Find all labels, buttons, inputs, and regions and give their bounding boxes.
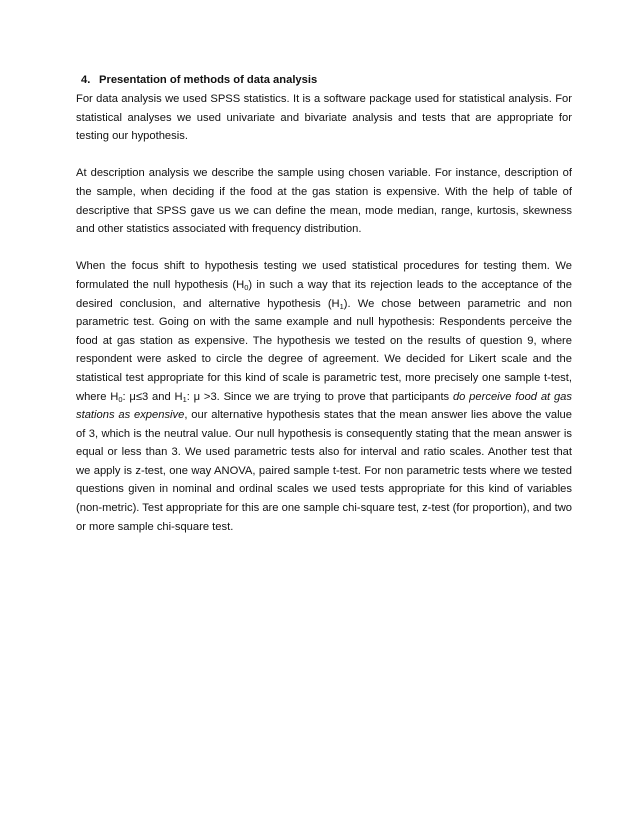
- text-run: ) in such a way that its rejection leads to the acceptance of the desired conclusion, and alternative hypothesis (H: [76, 278, 572, 310]
- section-number: 4.: [81, 74, 91, 86]
- paragraph-descriptive-analysis: At description analysis we describe the sample using chosen variable. For instance, description of the sample, when deciding if the food at the gas station is expensive. With the help of table of descriptive that SPSS gave us we can define the mean, mode median, range, kurtosis, skewness and other statistics associated with frequency distribution.: [76, 167, 572, 236]
- text-run: ). We chose between parametric and non parametric test. Going on with the same example and null hypothesis: Respondents perceive the food at gas station as expensive. The hypothesis we tested on the results of question 9, where respondent were asked to circle the degree of agreement. We decided for Likert scale and the statistical test appropriate for this kind of scale is parametric test, more precisely one sample t-test, where H: [76, 297, 572, 403]
- paragraph-hypothesis-testing: [76, 257, 572, 536]
- text-run: , our alternative hypothesis states that the mean answer lies above the value of 3, which is the neutral value. Our null hypothesis is consequently stating that the mean answer is equal or less than 3. We used parametric tests also for interval and ratio scales. Another test that we apply is z-test, one way ANOVA, paired sample t-test. For non parametric tests where we tested questions given in nominal and ordinal scales we used tests appropriate for this kind of variables (non-metric). Test appropriate for this are one sample chi-square test, z-test (for proportion), and two or more sample chi-square test.: [76, 409, 573, 533]
- subscript: 0: [244, 282, 249, 292]
- section-title: Presentation of methods of data analysis: [99, 74, 318, 86]
- section-heading: [76, 71, 572, 89]
- subscript: 0: [118, 394, 123, 404]
- text-run: When the focus shift to hypothesis testing we used statistical procedures for testing them. We formulated the null hypothesis (H: [76, 260, 572, 291]
- text-run: : μ≤3 and H: [122, 390, 183, 403]
- emphasis-text: do perceive food at gas stations as expensive: [76, 390, 572, 422]
- subscript: 1: [182, 394, 187, 404]
- text-run: : μ >3. Since we are trying to prove that participants: [186, 390, 453, 403]
- paragraph-spss-intro: For data analysis we used SPSS statistics. It is a software package used for statistical analysis. For statistical analyses we used univariate and bivariate analysis and tests that are appropriate for testing our hypothesis.: [76, 93, 572, 143]
- subscript: 1: [339, 301, 344, 311]
